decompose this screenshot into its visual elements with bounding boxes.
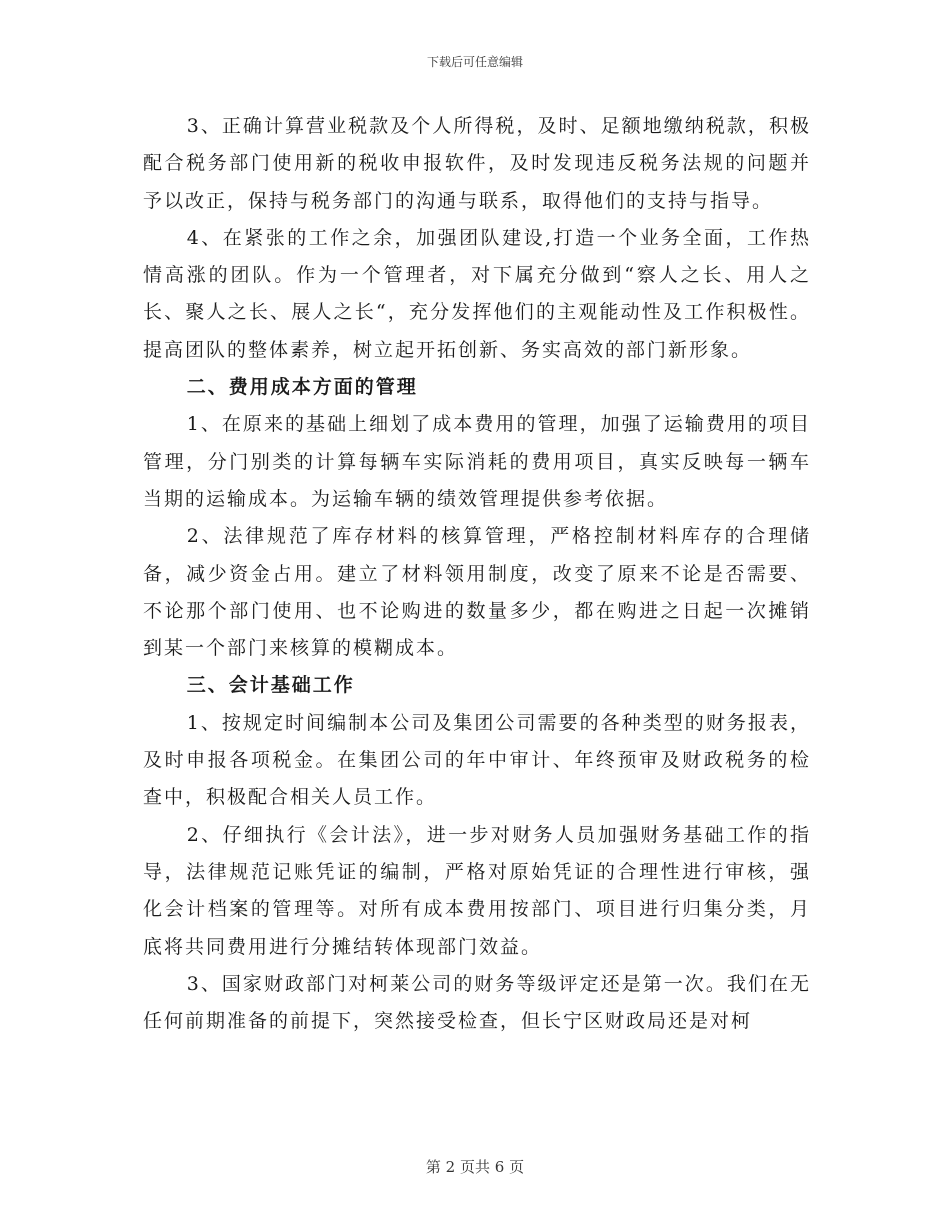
section-heading-cost: 二、费用成本方面的管理 xyxy=(186,376,418,399)
page-header: 下载后可任意编辑 xyxy=(426,55,523,69)
paragraph-accounting-2: 2、仔细执行《会计法》，进一步对财务人员加强财务基础工作的指导，法律规范记账凭证的编制，严格对原始凭证的合理性进行审核，强化会计档案的管理等。对所有成本费用按部门、项目进行归集分类，月底将共同费用进行分摊结转体现部门效益。 xyxy=(143,823,811,958)
page-footer: 第 2 页共 6 页 xyxy=(425,1158,525,1176)
paragraph-cost-1: 1、在原来的基础上细划了成本费用的管理，加强了运输费用的项目管理，分门别类的计算每辆车实际消耗的费用项目，真实反映每一辆车当期的运输成本。为运输车辆的绩效管理提供参考依据。 xyxy=(143,413,811,510)
paragraph-accounting-3: 3、国家财政部门对柯莱公司的财务等级评定还是第一次。我们在无任何前期准备的前提下，突然接受检查，但长宁区财政局还是对柯 xyxy=(143,972,811,1033)
paragraph-tax: 3、正确计算营业税款及个人所得税，及时、足额地缴纳税款，积极配合税务部门使用新的税收申报软件，及时发现违反税务法规的问题并予以改正，保持与税务部门的沟通与联系，取得他们的支持与指导。 xyxy=(143,115,811,212)
document-body xyxy=(143,108,811,1040)
section-heading-accounting: 三、会计基础工作 xyxy=(186,674,355,697)
paragraph-cost-2: 2、法律规范了库存材料的核算管理，严格控制材料库存的合理储备，减少资金占用。建立了材料领用制度，改变了原来不论是否需要、不论那个部门使用、也不论购进的数量多少，都在购进之日起一次摊销到某一个部门来核算的模糊成本。 xyxy=(143,525,811,660)
paragraph-team: 4、在紧张的工作之余，加强团队建设,打造一个业务全面，工作热情高涨的团队。作为一个管理者，对下属充分做到“察人之长、用人之长、聚人之长、展人之长“，充分发挥他们的主观能动性及工作积极性。提高团队的整体素养，树立起开拓创新、务实高效的部门新形象。 xyxy=(143,226,811,361)
paragraph-accounting-1: 1、按规定时间编制本公司及集团公司需要的各种类型的财务报表，及时申报各项税金。在集团公司的年中审计、年终预审及财政税务的检查中，积极配合相关人员工作。 xyxy=(143,711,811,809)
